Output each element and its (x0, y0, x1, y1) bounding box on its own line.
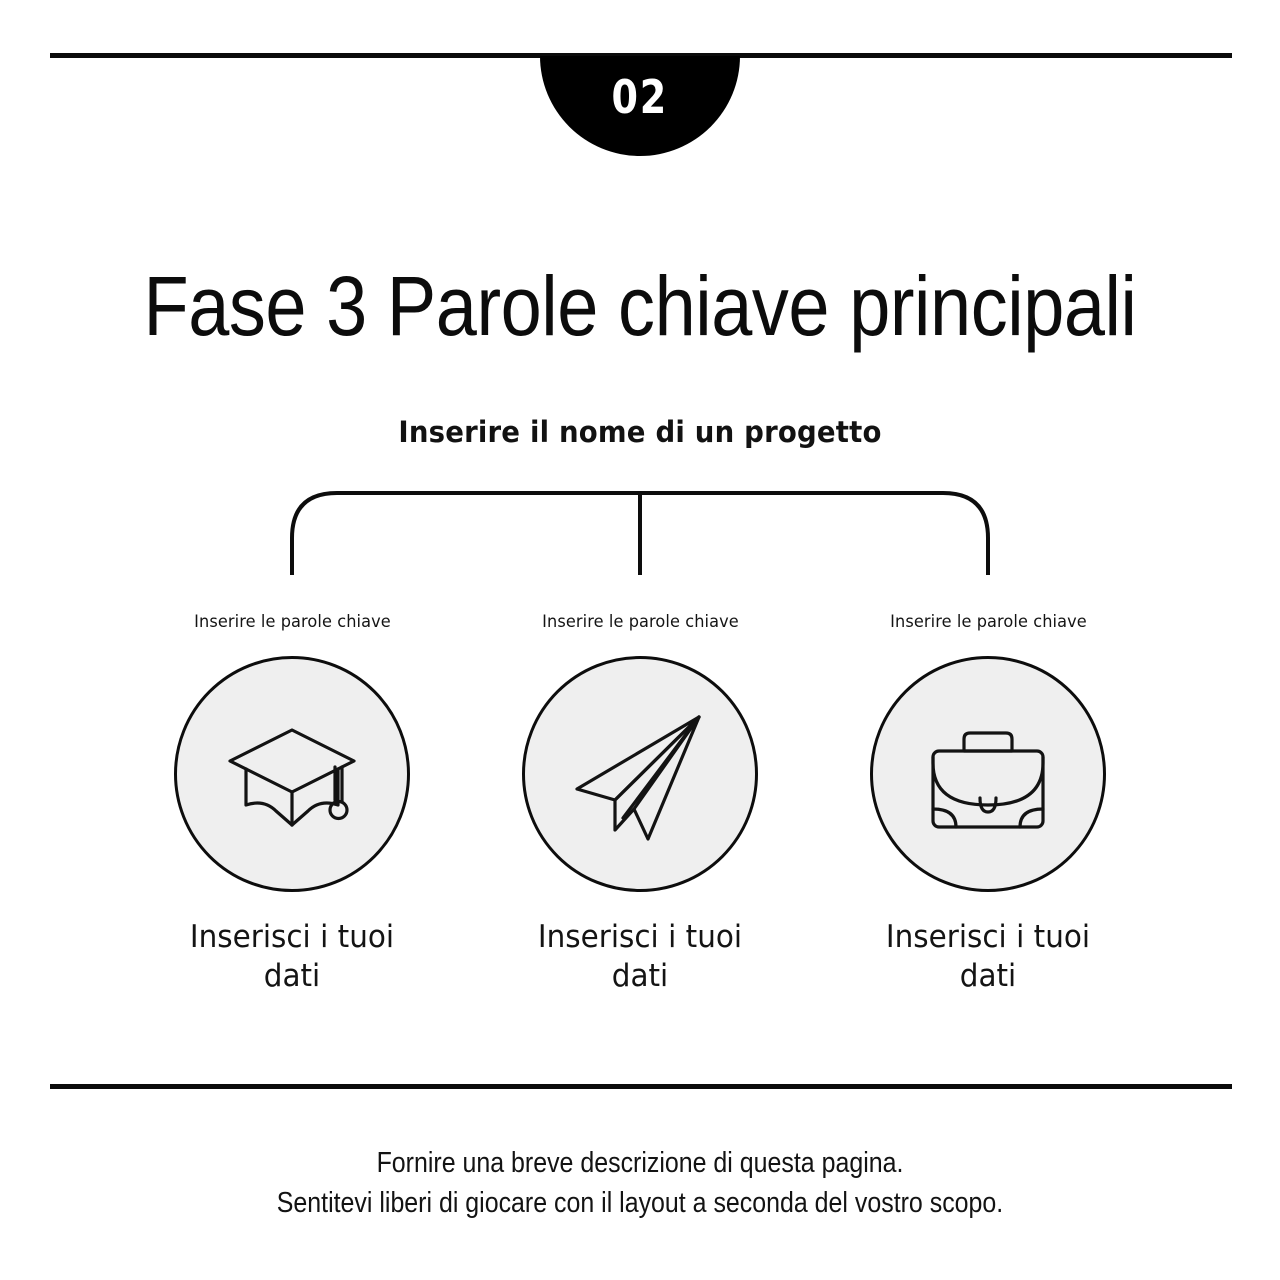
footer-line-1: Fornire una breve descrizione di questa pagina. (376, 1147, 904, 1179)
icon-circle[interactable] (174, 656, 410, 892)
column-kicker: Inserire le parole chiave (193, 612, 391, 632)
keyword-columns (0, 612, 1280, 996)
footer-description (90, 1143, 1191, 1223)
page-title: Fase 3 Parole chiave principali (143, 259, 1137, 354)
column-caption: Inserisci i tuoi dati (189, 919, 395, 994)
paper-plane-icon (565, 699, 715, 849)
icon-circle[interactable] (870, 656, 1106, 892)
column-caption: Inserisci i tuoi dati (885, 919, 1091, 994)
connector-lines-icon (0, 480, 1280, 590)
briefcase-icon (913, 699, 1063, 849)
graduation-cap-icon (217, 699, 367, 849)
connector-bracket (0, 480, 1280, 590)
footer-line-2: Sentitevi liberi di giocare con il layout a seconda del vostro scopo. (276, 1187, 1004, 1220)
keyword-column (814, 612, 1162, 996)
column-caption: Inserisci i tuoi dati (537, 919, 743, 994)
step-badge (540, 56, 740, 156)
column-kicker: Inserire le parole chiave (889, 612, 1087, 632)
column-kicker: Inserire le parole chiave (541, 612, 739, 632)
keyword-column (118, 612, 466, 996)
project-name-label: Inserire il nome di un progetto (398, 415, 882, 449)
bottom-divider (50, 1084, 1232, 1089)
keyword-column (466, 612, 814, 996)
step-number: 02 (611, 70, 669, 124)
icon-circle[interactable] (522, 656, 758, 892)
